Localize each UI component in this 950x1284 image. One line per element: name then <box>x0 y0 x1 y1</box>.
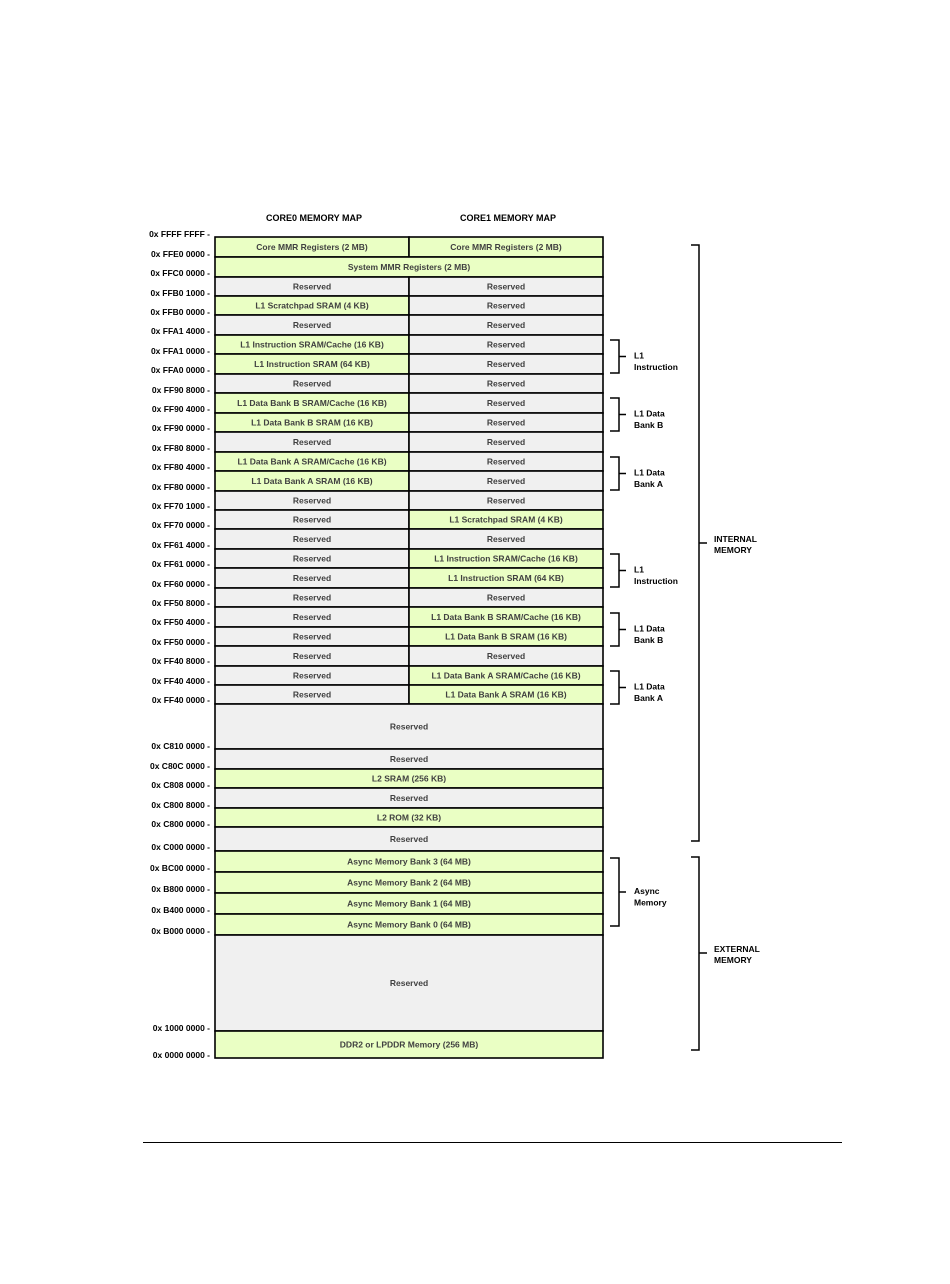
memory-cell-core1-l1-instruction-sram-cache-16-kb <box>409 549 603 568</box>
cell-label: L1 Instruction SRAM/Cache (16 KB) <box>240 339 384 350</box>
memory-cell-shared-async-memory-bank-0-64-mb <box>215 914 603 935</box>
memory-cell-core0-l1-data-bank-a-sram-16-kb <box>215 471 409 491</box>
cell-label: Reserved <box>486 651 526 661</box>
cell-label: L1 Data Bank B SRAM (16 KB) <box>251 417 373 428</box>
memory-cell-core1-l1-scratchpad-sram-4-kb <box>409 510 603 529</box>
memory-cell-core0-reserved <box>215 374 409 393</box>
group-label: L1 Data <box>634 408 665 419</box>
memory-cell-core0-l1-data-bank-a-sram-cache-16-kb <box>215 452 409 471</box>
footer-rule <box>143 1142 842 1143</box>
group-label: Instruction <box>634 362 678 372</box>
address-label: 0x FF50 4000 - <box>151 617 210 627</box>
memory-cell-core1-reserved <box>409 374 603 393</box>
cell-label: Reserved <box>486 300 526 311</box>
cell-label: Reserved <box>486 476 526 486</box>
address-label: 0x FF40 0000 - <box>151 695 210 705</box>
address-label: 0x FF61 4000 - <box>151 540 210 550</box>
core0-header: CORE0 MEMORY MAP <box>265 213 363 223</box>
group-bracket-l1-instruction <box>610 554 678 587</box>
group-label: L1 Data <box>634 623 665 634</box>
cell-label: Reserved <box>389 754 429 764</box>
cell-label: L1 Data Bank A SRAM/Cache (16 KB) <box>431 670 581 681</box>
address-label: 0x FFA1 0000 - <box>150 346 210 356</box>
memory-cell-shared-l2-rom-32-kb <box>215 808 603 827</box>
cell-label: L1 Instruction SRAM (64 KB) <box>448 573 564 583</box>
cell-label: L1 Data Bank A SRAM (16 KB) <box>445 689 567 700</box>
cell-label: Reserved <box>389 978 429 988</box>
memory-cell-core1-reserved <box>409 296 603 315</box>
group-label: Memory <box>634 897 667 908</box>
memory-cell-core1-reserved <box>409 335 603 354</box>
cell-label: Reserved <box>389 834 429 844</box>
memory-cell-core1-l1-data-bank-a-sram-cache-16-kb <box>409 666 603 685</box>
address-label: 0x B400 0000 - <box>151 905 210 915</box>
cell-label: Async Memory Bank 0 (64 MB) <box>347 919 471 930</box>
memory-cell-core0-reserved <box>215 627 409 646</box>
memory-cell-core1-reserved <box>409 432 603 452</box>
memory-cell-shared-ddr2-or-lpddr-memory-256-mb <box>215 1031 603 1058</box>
cell-label: Reserved <box>486 378 526 389</box>
address-label: 0x FF70 1000 - <box>151 501 210 511</box>
address-label: 0x C000 0000 - <box>151 842 210 852</box>
group-bracket-l1-data-bank-a <box>610 457 665 490</box>
cell-label: Reserved <box>292 689 332 700</box>
memory-cell-core0-reserved <box>215 568 409 588</box>
region-brackets <box>691 245 760 1050</box>
memory-cell-core0-l1-instruction-sram-64-kb <box>215 354 409 374</box>
region-bracket-internal-memory <box>691 245 757 841</box>
cell-label: Reserved <box>486 534 526 544</box>
memory-cell-core1-reserved <box>409 491 603 510</box>
memory-cell-core1-reserved <box>409 588 603 607</box>
cell-label: L1 Data Bank A SRAM (16 KB) <box>251 476 373 486</box>
cell-label: Reserved <box>292 592 332 603</box>
memory-cell-core1-core-mmr-registers-2-mb <box>409 237 603 257</box>
address-label: 0x FF90 0000 - <box>151 423 210 433</box>
memory-cell-core1-reserved <box>409 277 603 296</box>
memory-cell-shared-reserved <box>215 935 603 1031</box>
memory-cell-core1-reserved <box>409 471 603 491</box>
address-label: 0x 0000 0000 - <box>152 1050 210 1060</box>
group-label: Bank B <box>634 420 664 430</box>
memory-cell-core0-reserved <box>215 432 409 452</box>
cell-label: Reserved <box>486 339 526 350</box>
address-label: 0x FF40 4000 - <box>151 676 210 686</box>
region-label: MEMORY <box>714 545 752 555</box>
cell-label: Reserved <box>486 456 526 467</box>
cell-label: Reserved <box>486 320 526 330</box>
cell-label: Reserved <box>292 651 332 661</box>
address-label: 0x FF40 8000 - <box>151 656 210 666</box>
memory-cell-shared-async-memory-bank-2-64-mb <box>215 872 603 893</box>
cell-label: System MMR Registers (2 MB) <box>347 262 471 272</box>
cell-label: Reserved <box>292 553 332 564</box>
address-label: 0x C800 0000 - <box>151 819 210 829</box>
memory-cell-shared-reserved <box>215 749 603 769</box>
region-label: INTERNAL <box>714 534 757 544</box>
group-label: Bank A <box>634 693 663 703</box>
address-label: 0x FFB0 0000 - <box>150 307 210 317</box>
cell-label: Reserved <box>292 534 332 544</box>
memory-cell-core1-reserved <box>409 646 603 666</box>
memory-cell-core0-core-mmr-registers-2-mb <box>215 237 409 257</box>
cell-label: L1 Instruction SRAM/Cache (16 KB) <box>434 553 578 564</box>
memory-map-table <box>215 237 603 1058</box>
cell-label: L2 SRAM (256 KB) <box>371 773 447 784</box>
group-bracket-l1-data-bank-b <box>610 613 665 646</box>
memory-cell-core1-reserved <box>409 452 603 471</box>
group-label: L1 <box>634 350 644 361</box>
memory-cell-core0-l1-data-bank-b-sram-cache-16-kb <box>215 393 409 413</box>
cell-label: Reserved <box>292 281 332 292</box>
cell-label: Reserved <box>292 573 332 583</box>
memory-cell-core1-l1-instruction-sram-64-kb <box>409 568 603 588</box>
cell-label: L1 Data Bank B SRAM/Cache (16 KB) <box>431 612 581 622</box>
memory-cell-core0-reserved <box>215 277 409 296</box>
cell-label: Reserved <box>389 793 429 803</box>
address-label: 0x FF60 0000 - <box>151 579 210 589</box>
cell-label: Reserved <box>292 378 332 389</box>
address-label: 0x FFB0 1000 - <box>150 288 210 298</box>
memory-cell-core1-l1-data-bank-a-sram-16-kb <box>409 685 603 704</box>
address-label: 0x C808 0000 - <box>151 780 210 790</box>
address-label: 0x B000 0000 - <box>151 926 210 936</box>
address-label: 0x FF80 4000 - <box>151 462 210 472</box>
cell-label: Reserved <box>486 359 526 369</box>
cell-label: L1 Data Bank B SRAM/Cache (16 KB) <box>237 398 387 408</box>
cell-label: Reserved <box>486 398 526 408</box>
group-label: Async <box>634 886 660 896</box>
cell-label: Reserved <box>486 592 526 603</box>
memory-cell-core0-l1-data-bank-b-sram-16-kb <box>215 413 409 432</box>
memory-cell-core0-reserved <box>215 549 409 568</box>
address-label: 0x FFFF FFFF - <box>149 229 210 239</box>
group-label: L1 Data <box>634 467 665 478</box>
memory-cell-core0-reserved <box>215 588 409 607</box>
address-label: 0x C80C 0000 - <box>149 761 210 771</box>
cell-label: L1 Scratchpad SRAM (4 KB) <box>255 300 369 311</box>
group-bracket-async-memory <box>610 858 667 926</box>
address-label: 0x FFA1 4000 - <box>150 326 210 336</box>
memory-cell-core0-l1-scratchpad-sram-4-kb <box>215 296 409 315</box>
memory-cell-core1-reserved <box>409 315 603 335</box>
memory-cell-core1-l1-data-bank-b-sram-16-kb <box>409 627 603 646</box>
memory-cell-core0-reserved <box>215 607 409 627</box>
memory-cell-core0-l1-instruction-sram-cache-16-kb <box>215 335 409 354</box>
address-label: 0x FF90 8000 - <box>151 385 210 395</box>
group-label: L1 <box>634 564 644 575</box>
memory-cell-shared-reserved <box>215 788 603 808</box>
group-bracket-l1-data-bank-b <box>610 398 665 431</box>
cell-label: Core MMR Registers (2 MB) <box>450 242 562 252</box>
region-label: MEMORY <box>714 955 752 965</box>
memory-cell-core0-reserved <box>215 666 409 685</box>
address-label: 0x FFA0 0000 - <box>150 365 210 375</box>
cell-label: L1 Instruction SRAM (64 KB) <box>254 359 370 369</box>
address-label: 0x FF80 8000 - <box>151 443 210 453</box>
address-label: 0x FF50 8000 - <box>151 598 210 608</box>
cell-label: Reserved <box>389 721 429 732</box>
address-label: 0x BC00 0000 - <box>149 863 210 873</box>
memory-cell-core0-reserved <box>215 510 409 529</box>
memory-cell-core1-l1-data-bank-b-sram-cache-16-kb <box>409 607 603 627</box>
cell-label: Reserved <box>292 320 332 330</box>
address-label: 0x FF50 0000 - <box>151 637 210 647</box>
cell-label: Reserved <box>292 514 332 525</box>
cell-label: Reserved <box>292 612 332 622</box>
group-label: L1 Data <box>634 681 665 692</box>
cell-label: L1 Data Bank B SRAM (16 KB) <box>445 631 567 642</box>
address-label: 0x 1000 0000 - <box>152 1023 210 1033</box>
cell-label: Reserved <box>292 670 332 681</box>
region-label: EXTERNAL <box>714 944 760 954</box>
group-label: Bank B <box>634 635 664 645</box>
cell-label: Core MMR Registers (2 MB) <box>256 242 368 252</box>
memory-cell-core1-reserved <box>409 393 603 413</box>
memory-cell-core1-reserved <box>409 354 603 374</box>
address-label: 0x FFC0 0000 - <box>150 268 210 278</box>
memory-cell-shared-async-memory-bank-1-64-mb <box>215 893 603 914</box>
group-label: Instruction <box>634 576 678 586</box>
address-label: 0x C810 0000 - <box>151 741 210 751</box>
group-bracket-l1-instruction <box>610 340 678 373</box>
memory-cell-core0-reserved <box>215 685 409 704</box>
memory-cell-shared-reserved <box>215 704 603 749</box>
cell-label: Reserved <box>486 281 526 292</box>
cell-label: Reserved <box>486 495 526 506</box>
memory-cell-core1-reserved <box>409 413 603 432</box>
core1-header: CORE1 MEMORY MAP <box>459 213 557 223</box>
cell-label: Reserved <box>292 495 332 506</box>
address-label: 0x FF61 0000 - <box>151 559 210 569</box>
address-label: 0x FF80 0000 - <box>151 482 210 492</box>
address-label: 0x FF70 0000 - <box>151 520 210 530</box>
address-label: 0x FF90 4000 - <box>151 404 210 414</box>
memory-cell-core0-reserved <box>215 529 409 549</box>
memory-cell-shared-reserved <box>215 827 603 851</box>
cell-label: L1 Scratchpad SRAM (4 KB) <box>449 514 563 525</box>
cell-label: Reserved <box>292 437 332 447</box>
memory-cell-shared-l2-sram-256-kb <box>215 769 603 788</box>
memory-cell-core0-reserved <box>215 646 409 666</box>
cell-label: Reserved <box>486 417 526 428</box>
memory-cell-core0-reserved <box>215 491 409 510</box>
memory-cell-core1-reserved <box>409 529 603 549</box>
cell-label: L2 ROM (32 KB) <box>376 812 442 823</box>
group-bracket-l1-data-bank-a <box>610 671 665 704</box>
cell-label: Async Memory Bank 3 (64 MB) <box>347 856 471 867</box>
cell-label: Async Memory Bank 2 (64 MB) <box>347 877 471 888</box>
cell-label: L1 Data Bank A SRAM/Cache (16 KB) <box>237 456 387 467</box>
address-label: 0x FFE0 0000 - <box>150 249 210 259</box>
region-bracket-external-memory <box>691 857 760 1050</box>
cell-label: DDR2 or LPDDR Memory (256 MB) <box>339 1039 479 1050</box>
memory-cell-core0-reserved <box>215 315 409 335</box>
memory-cell-shared-system-mmr-registers-2-mb <box>215 257 603 277</box>
address-label: 0x B800 0000 - <box>151 884 210 894</box>
cell-label: Async Memory Bank 1 (64 MB) <box>347 898 471 909</box>
cell-label: Reserved <box>486 437 526 447</box>
address-label: 0x C800 8000 - <box>151 800 210 810</box>
group-label: Bank A <box>634 479 663 489</box>
memory-cell-shared-async-memory-bank-3-64-mb <box>215 851 603 872</box>
cell-label: Reserved <box>292 631 332 642</box>
address-labels <box>149 229 210 1060</box>
group-brackets <box>610 340 678 926</box>
